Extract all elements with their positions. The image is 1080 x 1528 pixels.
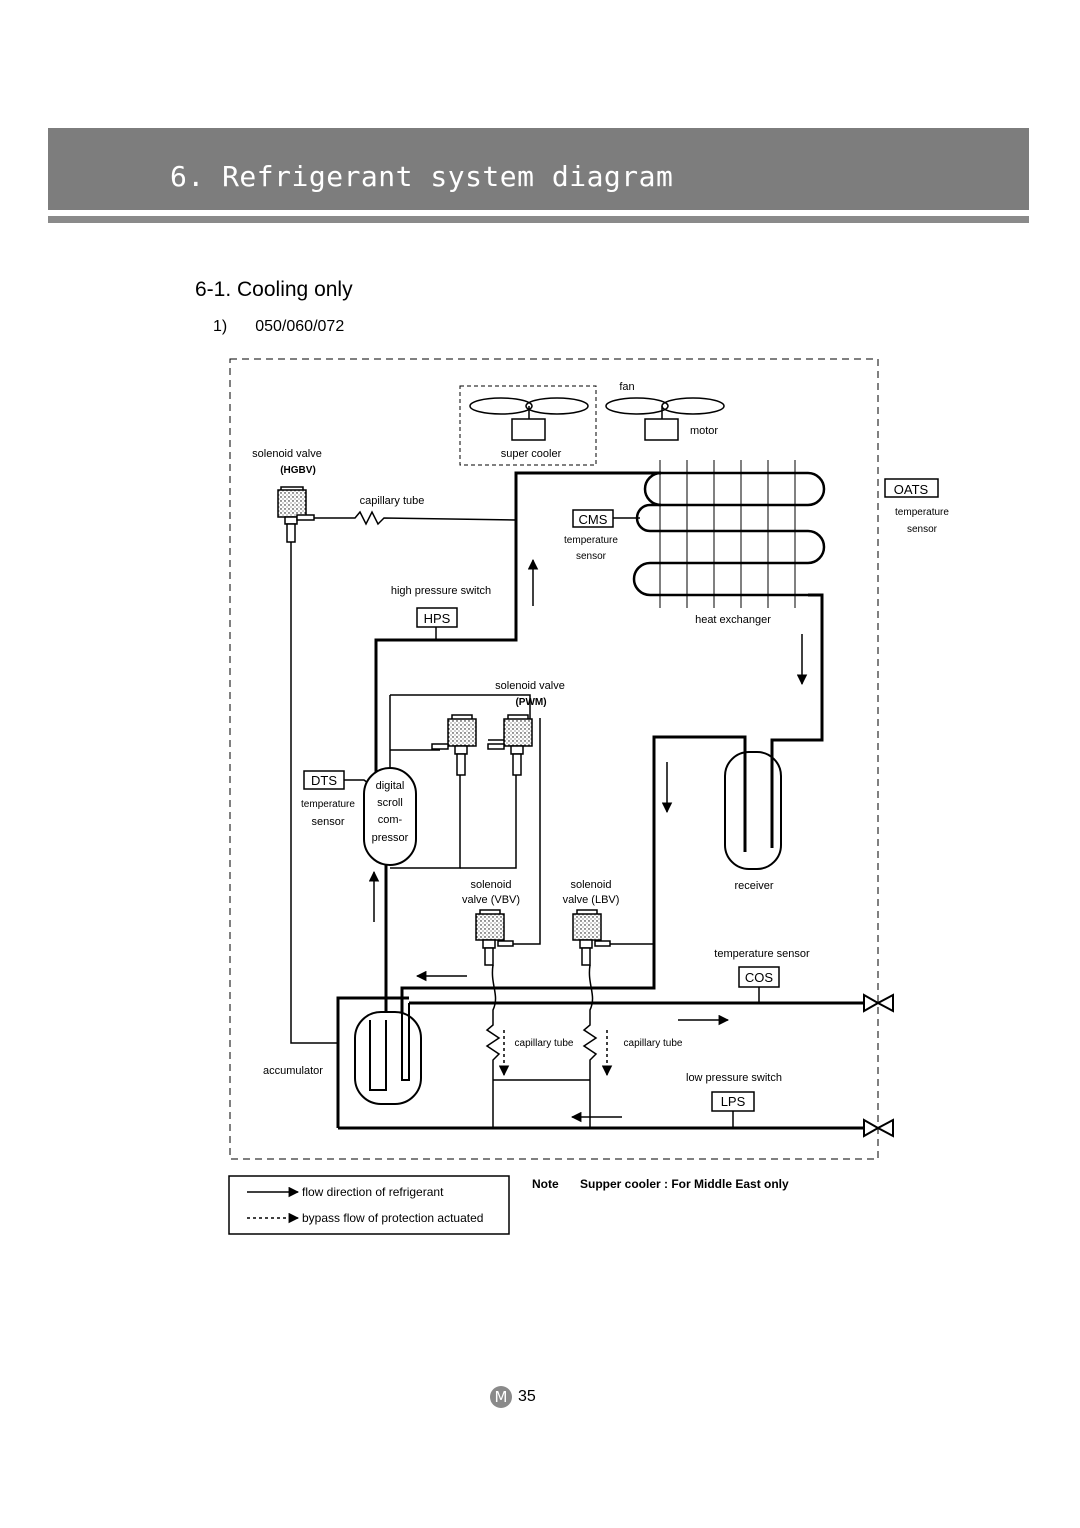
cos-label: COS (744, 970, 774, 985)
page-number: 35 (518, 1388, 536, 1405)
oats-sensor-label: sensor (906, 524, 938, 535)
bypass-arrows (504, 1030, 607, 1075)
oats-temp-label: temperature (895, 507, 949, 518)
lbv-label-1: solenoid (570, 879, 612, 891)
vbv-label-1: solenoid (470, 879, 512, 891)
compressor-label-1: digital (375, 780, 405, 792)
legend-bypass-label: bypass flow of protection actuated (302, 1211, 484, 1225)
page-footer (490, 1386, 536, 1408)
section-title: 6-1. Cooling only (195, 278, 353, 301)
super-cooler-label: super cooler (500, 448, 562, 460)
hps-label: HPS (423, 611, 451, 626)
accumulator-label: accumulator (263, 1065, 323, 1077)
capillary-tube-left-label: capillary tube (514, 1038, 574, 1049)
solenoid-valve-lbv (573, 910, 610, 965)
solenoid-valve-pwm-1 (432, 715, 476, 775)
hgbv-tag: (HGBV) (280, 465, 316, 476)
receiver-label: receiver (734, 880, 774, 892)
legend-flow-label: flow direction of refrigerant (302, 1185, 444, 1199)
hps-description: high pressure switch (390, 585, 492, 597)
solenoid-valve-vbv (476, 910, 513, 965)
dts-temp-label: temperature (301, 799, 355, 810)
note-label: Note (532, 1177, 559, 1191)
heat-exchanger-fins (660, 460, 795, 608)
accumulator-tank (355, 1012, 421, 1104)
capillary-tube-right-label: capillary tube (623, 1038, 683, 1049)
compressor-label-3: com- (377, 814, 403, 826)
lps-label: LPS (720, 1094, 746, 1109)
page-title: 6. Refrigerant system diagram (170, 160, 674, 193)
super-cooler-fan (470, 398, 588, 440)
compressor-label-2: scroll (377, 797, 403, 809)
lps-description: low pressure switch (686, 1072, 782, 1084)
motor-label: motor (689, 425, 719, 437)
model-index: 1) (213, 318, 228, 335)
pwm-tag: (PWM) (515, 697, 547, 708)
heat-exchanger-label: heat exchanger (695, 614, 771, 626)
cms-temp-label: temperature (564, 535, 618, 546)
vbv-label-2: valve (VBV) (461, 894, 521, 906)
dts-label: DTS (311, 773, 337, 788)
oats-label: OATS (893, 482, 929, 497)
model-numbers: 050/060/072 (255, 318, 345, 335)
lbv-label-2: valve (LBV) (562, 894, 620, 906)
cms-label: CMS (578, 512, 608, 527)
pwm-valve-label: solenoid valve (495, 680, 565, 692)
compressor-label-4: pressor (371, 832, 409, 844)
dts-sensor-label: sensor (311, 816, 345, 828)
note-text: Supper cooler : For Middle East only (580, 1177, 789, 1191)
capillary-tube-top-label: capillary tube (359, 495, 425, 507)
fan-label: fan (619, 381, 635, 393)
hgbv-valve-label: solenoid valve (252, 448, 322, 460)
cos-description: temperature sensor (714, 948, 810, 960)
manual-badge-icon: M (490, 1386, 512, 1408)
solenoid-valve-pwm-2 (488, 715, 532, 775)
solenoid-valve-hgbv (278, 487, 314, 542)
cms-sensor-label: sensor (575, 551, 607, 562)
